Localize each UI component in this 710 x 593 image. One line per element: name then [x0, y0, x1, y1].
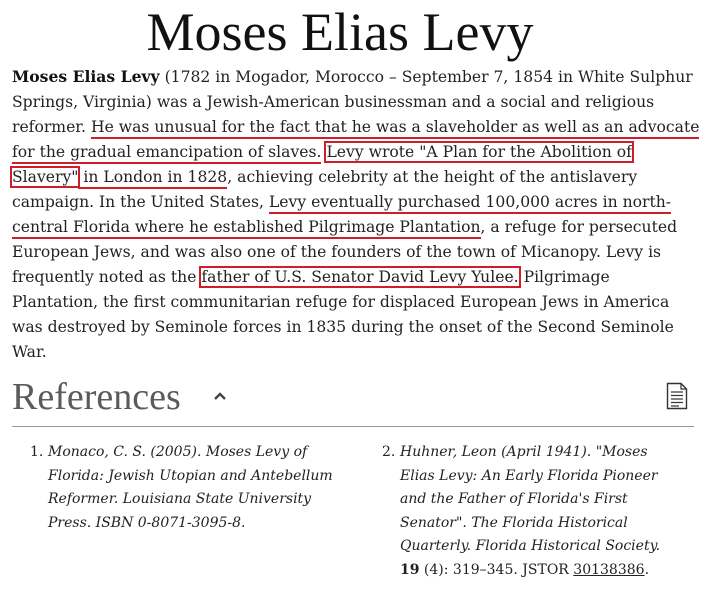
highlight-plantation: Levy eventually purchased 100,000 acres in north-central Florida where he established Pilgrimage Plantation [12, 193, 671, 239]
reference-end: . [644, 561, 650, 578]
reference-pages: (4): 319–345. JSTOR [419, 561, 574, 578]
reference-item [30, 441, 342, 535]
reference-volume: 19 [400, 561, 420, 578]
references-header [12, 372, 694, 427]
highlight-london-1828: in London in 1828 [78, 168, 227, 189]
reference-number: 1. [30, 444, 44, 460]
reference-text [400, 441, 682, 582]
reference-number: 2. [382, 444, 396, 460]
references-heading: References [12, 376, 181, 418]
article-text: , achieving celebrity at the height of the antislavery campaign. In the United States, [12, 168, 638, 211]
highlight-plan-title: Levy wrote "A Plan for the Abolition of Slavery" [12, 143, 632, 186]
jstor-link[interactable]: 30138386 [573, 561, 645, 578]
reference-text: Monaco, C. S. (2005). Moses Levy of Florida: Jewish Utopian and Antebellum Reformer. Louisiana State University Press. ISBN 0-8071-3095-8. [48, 444, 333, 531]
article-text: Pilgrimage Plantation, the first communitarian refuge for displaced European Jews in America was destroyed by Seminole forces in 1835 during the onset of the Second Seminole War. [12, 268, 674, 361]
document-icon[interactable] [666, 382, 688, 410]
article-subject: Moses Elias Levy [12, 67, 160, 86]
chevron-up-icon[interactable] [211, 388, 229, 406]
article-text: (1782 in Mogador, Morocco – September 7, 1854 in White Sulphur Springs, Virginia) was a Jewish-American businessman and a social and religious reformer. [12, 68, 693, 136]
article-text: , a refuge for persecuted European Jews, and was also one of the founders of the town of Micanopy. Levy is frequently noted as the [12, 218, 678, 286]
article-paragraph [12, 64, 700, 365]
page-title: Moses Elias Levy [146, 2, 534, 62]
reference-item [382, 441, 682, 582]
reference-citation: Huhner, Leon (April 1941). "Moses Elias Levy: An Early Florida Pioneer and the Father of Florida's First Senator". The Florida Historical Quarterly. Florida Historical Society. [400, 444, 661, 554]
highlight-yulee: father of U.S. Senator David Levy Yulee. [201, 268, 519, 286]
highlight-slaveholder: He was unusual for the fact that he was a slaveholder as well as an advocate for the gradual emancipation of slaves. [12, 118, 699, 164]
